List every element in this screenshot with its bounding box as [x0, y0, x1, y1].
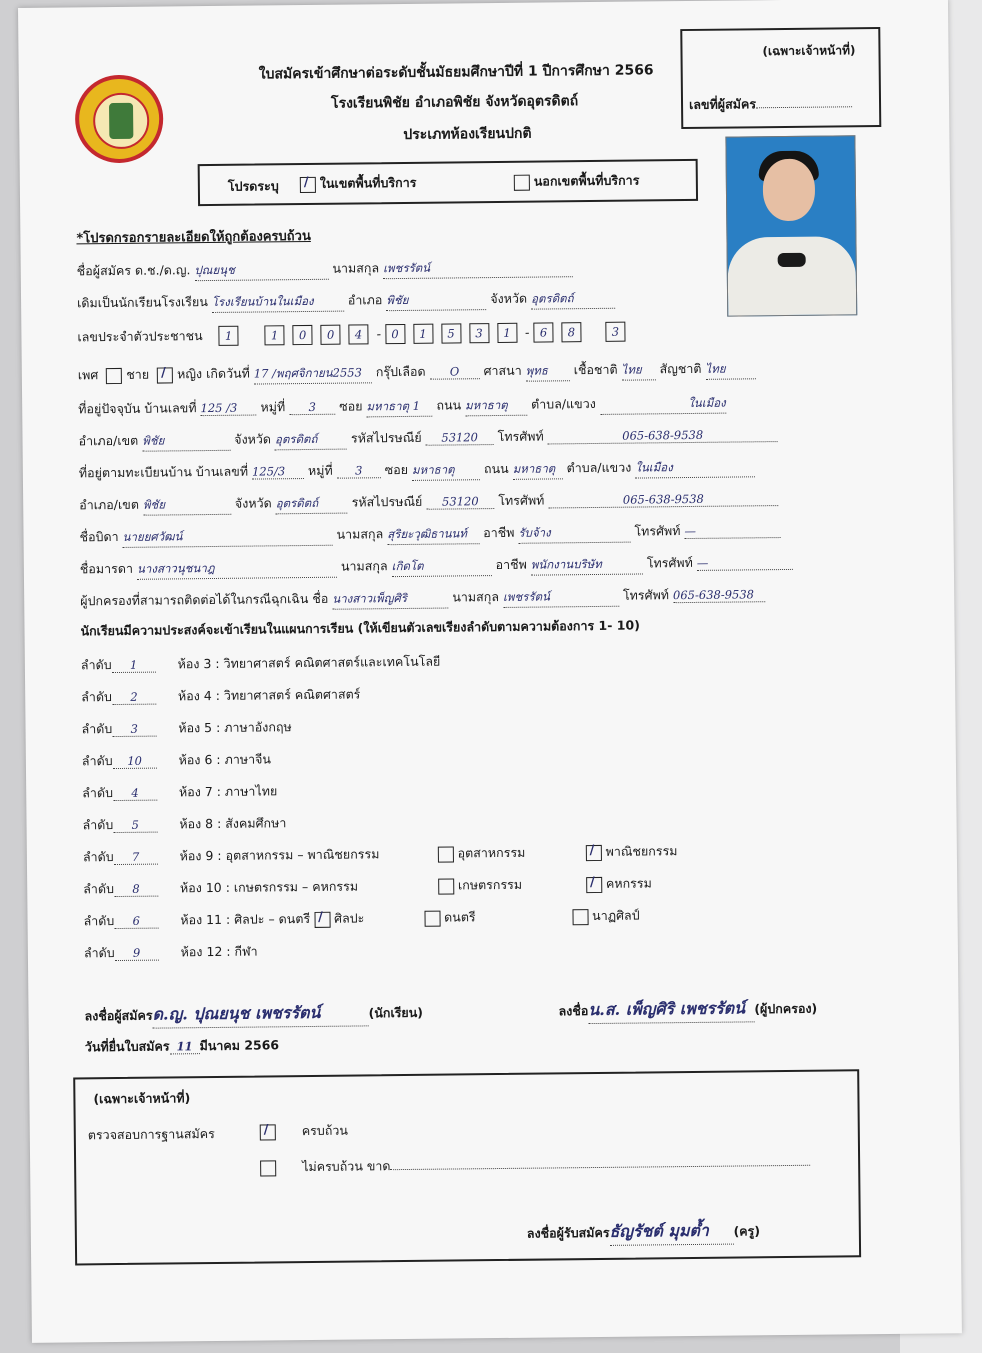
- applicant-no-field[interactable]: [756, 106, 852, 108]
- reg-road-field[interactable]: มหาธาตุ: [513, 460, 563, 480]
- plan-rank-field[interactable]: 3: [112, 722, 156, 737]
- mother-job-field[interactable]: พนักงานบริษัท: [531, 555, 643, 575]
- id-digit[interactable]: 8: [561, 322, 581, 342]
- guardian-name-field[interactable]: นางสาวเพ็ญศิริ: [332, 590, 448, 610]
- id-digit[interactable]: 5: [441, 323, 461, 343]
- applicant-signature-row: ลงชื่อผู้สมัครด.ญ. ปุณยนุช เพชรรัตน์ (นักเรียน): [84, 1000, 423, 1030]
- id-digit[interactable]: 3: [605, 322, 625, 342]
- guardian-surname-field[interactable]: เพชรรัตน์: [503, 588, 619, 608]
- applicant-photo: [725, 135, 857, 316]
- plan-rank-field[interactable]: 7: [114, 850, 158, 865]
- plan-row: ลำดับ 7 ห้อง 9 : อุตสาหกรรม – พาณิชยกรรม อุตสาหกรรม/ พาณิชยกรรม: [83, 841, 678, 867]
- first-name-field[interactable]: ปุณยนุช: [194, 261, 328, 281]
- id-digit[interactable]: 0: [385, 324, 405, 344]
- plan-rank-field[interactable]: 1: [112, 658, 156, 673]
- id-digit[interactable]: 0: [292, 325, 312, 345]
- race-field[interactable]: ไทย: [621, 361, 655, 380]
- checkbox-home-economics[interactable]: [586, 876, 602, 892]
- surname-field[interactable]: เพชรรัตน์: [383, 258, 573, 279]
- id-digit[interactable]: 1: [265, 325, 285, 345]
- zip-field[interactable]: 53120: [426, 430, 494, 446]
- nationality-field[interactable]: ไทย: [705, 360, 755, 380]
- reg-province-field[interactable]: อุตรดิตถ์: [276, 495, 348, 515]
- plan-row: ลำดับ 3 ห้อง 5 : ภาษาอังกฤษ: [81, 719, 292, 737]
- mother-surname-field[interactable]: เกิดโต: [392, 557, 492, 577]
- submit-day-field[interactable]: 11: [169, 1039, 199, 1054]
- submit-date-row: วันที่ยื่นใบสมัคร 11 มีนาคม 2566: [84, 1037, 280, 1055]
- blood-field[interactable]: O: [429, 364, 479, 380]
- reg-district-field[interactable]: พิชัย: [143, 496, 231, 516]
- row-guardian: ผู้ปกครองที่สามารถติดต่อได้ในกรณีฉุกเฉิน ชื่อ นางสาวเพ็ญศิริ นามสกุล เพชรรัตน์ โทรศัพท์ 065-638-9538: [80, 584, 765, 612]
- checkbox-incomplete[interactable]: [260, 1160, 276, 1176]
- plan-rank-field[interactable]: 8: [114, 882, 158, 897]
- plan-row: ลำดับ 8 ห้อง 10 : เกษตรกรรม – คหกรรม เกษตรกรรม/ คหกรรม: [83, 873, 652, 899]
- id-digit[interactable]: 1: [413, 324, 433, 344]
- guardian-signature[interactable]: น.ส. เพ็ญศิริ เพชรรัตน์: [588, 996, 754, 1024]
- officer-section: [73, 1069, 861, 1265]
- guardian-phone-field[interactable]: 065-638-9538: [673, 587, 765, 603]
- checkbox-female[interactable]: [157, 367, 173, 383]
- reg-zip-field[interactable]: 53120: [426, 494, 494, 510]
- religion-field[interactable]: พุทธ: [526, 362, 570, 381]
- area-selection-box: [198, 159, 698, 206]
- id-digit[interactable]: 4: [348, 324, 368, 344]
- reg-phone-field[interactable]: 065-638-9538: [548, 491, 778, 508]
- row-father: ชื่อบิดา นายยศวัฒน์ นามสกุล สุริยะวุฒิธานนท์ อาชีพ รับจ้าง โทรศัพท์ —: [79, 520, 780, 548]
- plan-row: ลำดับ 5 ห้อง 8 : สังคมศึกษา: [82, 815, 287, 833]
- mother-name-field[interactable]: นางสาวนุชนาฎ: [137, 559, 337, 580]
- plan-rank-field[interactable]: 9: [115, 946, 159, 961]
- plan-heading: นักเรียนมีความประสงค์จะเข้าเรียนในแผนการเรียน (ให้เขียนตัวเลขเรียงลำดับตามความต้องการ 1- 10): [80, 617, 640, 639]
- applicant-signature[interactable]: ด.ญ. ปุณยนุช เพชรรัตน์: [152, 1000, 368, 1028]
- mother-phone-field[interactable]: —: [697, 555, 793, 571]
- checkbox-industry[interactable]: [438, 846, 454, 862]
- id-digit[interactable]: 0: [320, 325, 340, 345]
- plan-row: ลำดับ 1 ห้อง 3 : วิทยาศาสตร์ คณิตศาสตร์และเทคโนโลยี: [80, 653, 441, 673]
- birth-date-field[interactable]: 17 /พฤศจิกายน2553: [254, 364, 372, 384]
- subdistrict-field[interactable]: ในเมือง: [600, 395, 726, 415]
- checkbox-music[interactable]: [424, 910, 440, 926]
- guardian-signature-row: ลงชื่อน.ส. เพ็ญศิริ เพชรรัตน์ (ผู้ปกครอง): [558, 996, 817, 1025]
- reg-soi-field[interactable]: มหาธาตุ: [412, 461, 480, 481]
- plan-row: ลำดับ 10 ห้อง 6 : ภาษาจีน: [81, 751, 272, 769]
- checkbox-male[interactable]: [106, 367, 122, 383]
- officer-title: (เฉพาะเจ้าหน้าที่): [93, 1090, 191, 1107]
- province-field[interactable]: อุตรดิตถ์: [275, 431, 347, 451]
- father-name-field[interactable]: นายยศวัฒน์: [123, 527, 333, 548]
- plan-row: ลำดับ 6 ห้อง 11 : ศิลปะ – ดนตรี/ ศิลปะ ดนตรี นาฏศิลป์: [83, 906, 639, 932]
- school-logo: [75, 74, 164, 163]
- reg-house-no-field[interactable]: 125/3: [252, 464, 304, 480]
- house-no-field[interactable]: 125 /3: [200, 401, 256, 417]
- room-type: ประเภทห้องเรียนปกติ: [403, 125, 532, 143]
- instructions: *โปรดกรอกรายละเอียดให้ถูกต้องครบถ้วน: [76, 228, 311, 247]
- receiver-signature-row: ลงชื่อผู้รับสมัครธัญรัชต์ มุมต้ำ (ครู): [527, 1218, 760, 1246]
- plan-rank-field[interactable]: 6: [114, 914, 158, 929]
- checkbox-complete[interactable]: [260, 1124, 276, 1140]
- prev-school-field[interactable]: โรงเรียนบ้านในเมือง: [212, 293, 344, 313]
- plan-row: ลำดับ 9 ห้อง 12 : กีฬา: [83, 943, 258, 961]
- row-id: เลขประจำตัวประชาชน 1 1 0 0 4 - 0 1 5 3 1 - 6 8 3: [77, 322, 629, 348]
- row-sex-birth: เพศ ชาย / หญิง เกิดวันที่ 17 /พฤศจิกายน2553 กรุ๊ปเลือด O ศาสนา พุทธ เชื้อชาติ ไทย สัญชาติ ไทย: [78, 358, 756, 386]
- row-address: ที่อยู่ปัจจุบัน บ้านเลขที่ 125 /3 หมู่ที่ 3 ซอย มหาธาตุ 1 ถนน มหาธาตุ ตำบล/แขวง ในเมือง: [78, 395, 726, 417]
- receiver-signature[interactable]: ธัญรัชต์ มุมต้ำ: [609, 1219, 733, 1246]
- soi-field[interactable]: มหาธาตุ 1: [366, 398, 432, 418]
- application-form-paper: [18, 0, 962, 1343]
- missing-items-field[interactable]: [391, 1165, 811, 1170]
- checkbox-commerce[interactable]: [586, 844, 602, 860]
- row-mother: ชื่อมารดา นางสาวนุชนาฎ นามสกุล เกิดโต อาชีพ พนักงานบริษัท โทรศัพท์ —: [80, 552, 793, 580]
- plan-rank-field[interactable]: 4: [113, 786, 157, 801]
- complete-option[interactable]: / ครบถ้วน: [256, 1121, 348, 1142]
- father-phone-field[interactable]: —: [684, 523, 780, 539]
- prev-province-field[interactable]: อุตรดิตถ์: [531, 290, 615, 310]
- moo-field[interactable]: 3: [289, 400, 335, 415]
- reg-moo-field[interactable]: 3: [337, 463, 381, 478]
- checkbox-out-area[interactable]: [514, 174, 530, 190]
- plan-rank-field[interactable]: 10: [113, 754, 157, 769]
- plan-rank-field[interactable]: 2: [112, 690, 156, 705]
- row-prev-school: เดิมเป็นนักเรียนโรงเรียน โรงเรียนบ้านในเมือง อำเภอ พิชัย จังหวัด อุตรดิตถ์: [77, 288, 615, 315]
- row-address-2: อำเภอ/เขต พิชัย จังหวัด อุตรดิตถ์ รหัสไปรษณีย์ 53120 โทรศัพท์ 065-638-9538: [78, 424, 777, 452]
- plan-rank-field[interactable]: 5: [113, 818, 157, 833]
- id-digit[interactable]: 1: [219, 326, 239, 346]
- plan-row: ลำดับ 2 ห้อง 4 : วิทยาศาสตร์ คณิตศาสตร์: [81, 686, 361, 705]
- checkbox-agriculture[interactable]: [438, 878, 454, 894]
- row-name: ชื่อผู้สมัคร ด.ช./ด.ญ. ปุณยนุช นามสกุล เพชรรัตน์: [77, 256, 574, 282]
- officer-box: [680, 27, 881, 129]
- plan-row: ลำดับ 4 ห้อง 7 : ภาษาไทย: [82, 783, 278, 801]
- checkbox-art[interactable]: [314, 911, 330, 927]
- phone-field[interactable]: 065-638-9538: [548, 427, 778, 444]
- road-field[interactable]: มหาธาตุ: [465, 397, 527, 417]
- father-job-field[interactable]: รับจ้าง: [518, 524, 630, 544]
- area-out-option[interactable]: นอกเขตพื้นที่บริการ: [510, 171, 640, 192]
- checkbox-in-area[interactable]: [300, 176, 316, 192]
- reg-subdistrict-field[interactable]: ในเมือง: [635, 458, 755, 478]
- area-in-option[interactable]: / ในเขตพื้นที่บริการ: [296, 173, 417, 194]
- area-label: โปรดระบุ: [227, 178, 279, 194]
- district-field[interactable]: พิชัย: [142, 432, 230, 452]
- officer-box-label: (เฉพาะเจ้าหน้าที่): [762, 43, 856, 59]
- form-title: ใบสมัครเข้าศึกษาต่อระดับชั้นมัธยมศึกษาปีที่ 1 ปีการศึกษา 2566: [258, 62, 654, 83]
- row-reg-address-2: อำเภอ/เขต พิชัย จังหวัด อุตรดิตถ์ รหัสไปรษณีย์ 53120 โทรศัพท์ 065-638-9538: [79, 488, 778, 516]
- school-name: โรงเรียนพิชัย อำเภอพิชัย จังหวัดอุตรดิตถ์: [330, 93, 579, 112]
- row-reg-address: ที่อยู่ตามทะเบียนบ้าน บ้านเลขที่ 125/3 หมู่ที่ 3 ซอย มหาธาตุ ถนน มหาธาตุ ตำบล/แขวง ในเมือง: [79, 456, 756, 484]
- checkbox-dance[interactable]: [572, 909, 588, 925]
- applicant-no-label: เลขที่ผู้สมัคร: [689, 93, 852, 115]
- prev-district-field[interactable]: พิชัย: [386, 291, 486, 311]
- check-label: ตรวจสอบการฐานสมัคร: [87, 1126, 215, 1143]
- id-digit[interactable]: 1: [497, 323, 517, 343]
- father-surname-field[interactable]: สุริยะวุฒิธานนท์: [387, 525, 479, 545]
- incomplete-option[interactable]: ไม่ครบถ้วน ขาด: [256, 1152, 811, 1178]
- id-digit[interactable]: 6: [533, 322, 553, 342]
- id-digit[interactable]: 3: [469, 323, 489, 343]
